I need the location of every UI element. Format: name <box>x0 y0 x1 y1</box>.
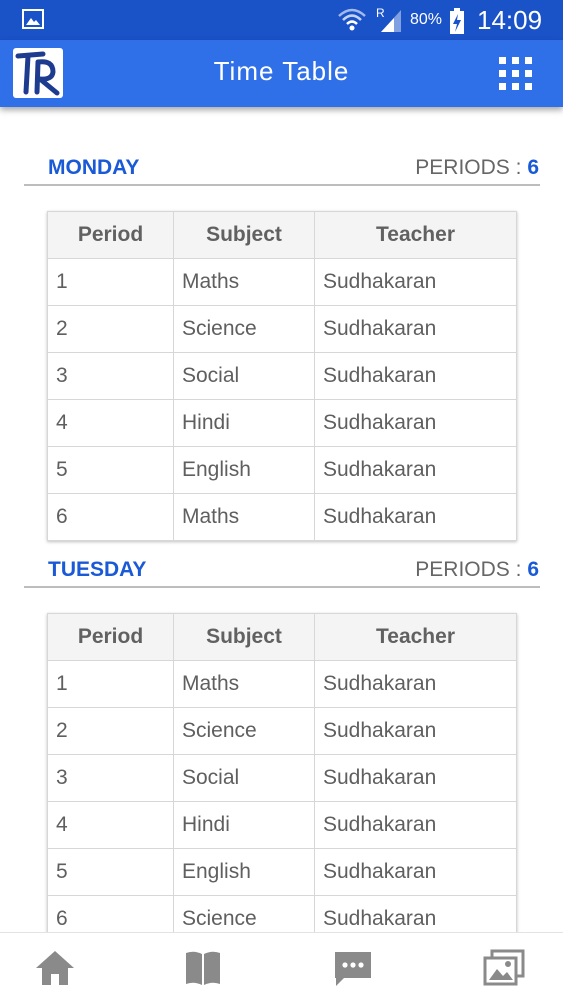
period-cell: 4 <box>48 802 174 849</box>
subject-cell: English <box>174 849 315 896</box>
subject-cell: English <box>174 447 315 494</box>
period-cell: 5 <box>48 849 174 896</box>
col-header-subject: Subject <box>174 614 315 661</box>
table-row <box>48 896 517 933</box>
periods-count <box>415 156 539 180</box>
table-row <box>48 708 517 755</box>
period-cell: 3 <box>48 755 174 802</box>
subject-cell: Hindi <box>174 802 315 849</box>
teacher-cell: Sudhakaran <box>315 353 517 400</box>
table-row <box>48 802 517 849</box>
table-header-row <box>48 212 517 259</box>
teacher-cell: Sudhakaran <box>315 447 517 494</box>
table-row <box>48 306 517 353</box>
period-cell: 1 <box>48 259 174 306</box>
period-cell: 3 <box>48 353 174 400</box>
col-header-teacher: Teacher <box>315 212 517 259</box>
timetable-tuesday <box>47 613 517 932</box>
bottom-navigation <box>0 932 563 1000</box>
period-cell: 4 <box>48 400 174 447</box>
teacher-cell: Sudhakaran <box>315 755 517 802</box>
subject-cell: Hindi <box>174 400 315 447</box>
teacher-cell: Sudhakaran <box>315 896 517 933</box>
col-header-subject: Subject <box>174 212 315 259</box>
periods-count <box>415 558 539 582</box>
subject-cell: Maths <box>174 494 315 541</box>
day-header-tuesday <box>24 544 540 588</box>
teacher-cell: Sudhakaran <box>315 802 517 849</box>
period-cell: 6 <box>48 896 174 933</box>
table-row <box>48 661 517 708</box>
table-row <box>48 755 517 802</box>
subject-cell: Maths <box>174 661 315 708</box>
timetable-content[interactable] <box>0 107 563 932</box>
day-name: TUESDAY <box>48 558 147 581</box>
col-header-period: Period <box>48 212 174 259</box>
table-row <box>48 259 517 306</box>
teacher-cell: Sudhakaran <box>315 849 517 896</box>
period-cell: 1 <box>48 661 174 708</box>
subject-cell: Social <box>174 353 315 400</box>
teacher-cell: Sudhakaran <box>315 306 517 353</box>
table-row <box>48 400 517 447</box>
period-cell: 6 <box>48 494 174 541</box>
subject-cell: Science <box>174 306 315 353</box>
subject-cell: Science <box>174 708 315 755</box>
page-title: Time Table <box>213 56 350 86</box>
day-name: MONDAY <box>48 156 140 179</box>
book-icon[interactable] <box>182 947 224 989</box>
col-header-period: Period <box>48 614 174 661</box>
periods-value: 6 <box>527 558 539 581</box>
table-row <box>48 849 517 896</box>
clock: 14:09 <box>477 5 543 35</box>
period-cell: 5 <box>48 447 174 494</box>
wifi-icon <box>337 6 367 34</box>
table-row <box>48 447 517 494</box>
grid-menu-icon[interactable] <box>496 54 536 94</box>
status-bar <box>0 0 563 40</box>
periods-value: 6 <box>527 156 539 179</box>
table-header-row <box>48 614 517 661</box>
col-header-teacher: Teacher <box>315 614 517 661</box>
subject-cell: Social <box>174 755 315 802</box>
periods-label: PERIODS : <box>415 558 528 581</box>
timetable-monday <box>47 211 517 541</box>
table-row <box>48 494 517 541</box>
home-icon[interactable] <box>34 947 76 989</box>
day-header-monday <box>24 142 540 186</box>
table-row <box>48 353 517 400</box>
teacher-cell: Sudhakaran <box>315 259 517 306</box>
periods-label: PERIODS : <box>415 156 528 179</box>
teacher-cell: Sudhakaran <box>315 661 517 708</box>
gallery-icon[interactable] <box>483 947 525 989</box>
chat-icon[interactable] <box>332 947 374 989</box>
battery-percent: 80% <box>410 11 443 28</box>
period-cell: 2 <box>48 708 174 755</box>
gallery-notification-icon <box>22 9 44 29</box>
teacher-cell: Sudhakaran <box>315 400 517 447</box>
teacher-cell: Sudhakaran <box>315 708 517 755</box>
signal-icon <box>375 6 405 34</box>
app-bar <box>0 40 563 107</box>
subject-cell: Science <box>174 896 315 933</box>
battery-charging-icon <box>449 7 465 35</box>
svg-text:R: R <box>376 6 385 20</box>
subject-cell: Maths <box>174 259 315 306</box>
period-cell: 2 <box>48 306 174 353</box>
teacher-cell: Sudhakaran <box>315 494 517 541</box>
